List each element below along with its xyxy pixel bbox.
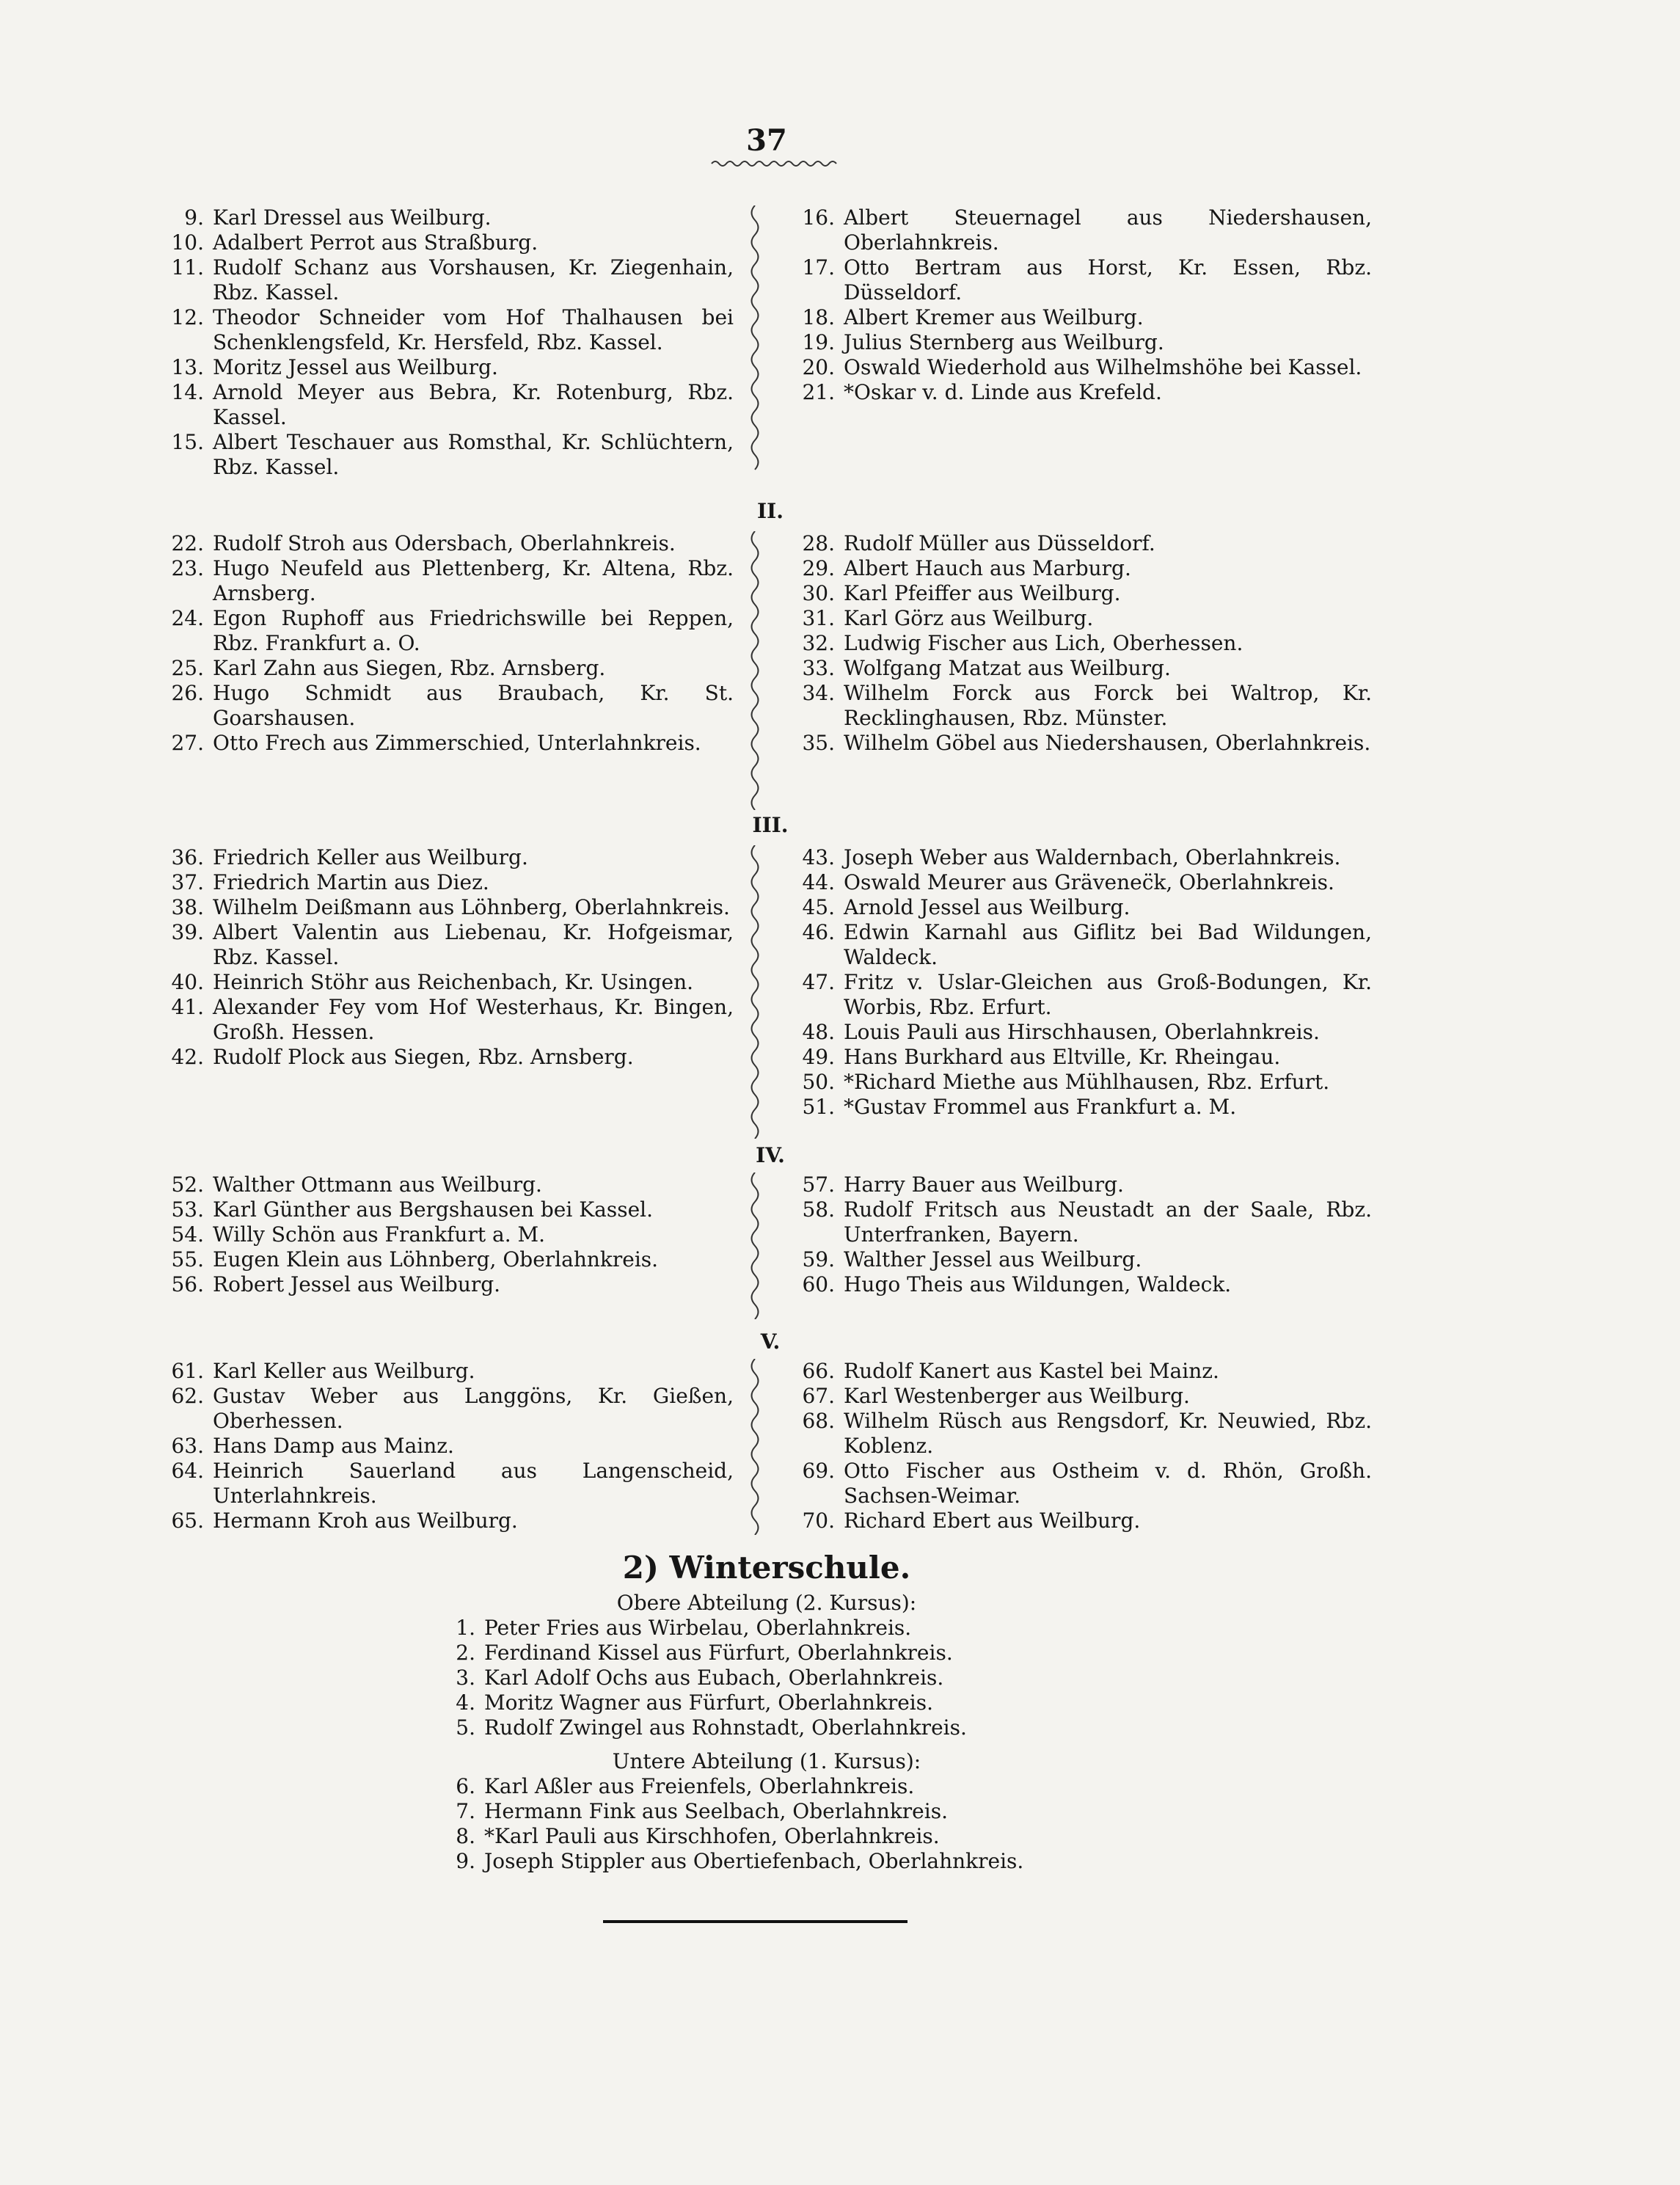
list-item: 14. Arnold Meyer aus Bebra, Kr. Rotenburg, Rbz. Kassel. [171, 380, 734, 429]
list-item: 41. Alexander Fey vom Hof Westerhaus, Kr. Bingen, Großh. Hessen. [171, 995, 734, 1044]
upper-division-label: Obere Abteilung (2. Kursus): [616, 1591, 917, 1615]
list-item: 37. Friedrich Martin aus Diez. [171, 870, 489, 894]
list-item: 21. *Oskar v. d. Linde aus Krefeld. [802, 380, 1162, 404]
list-item: 43. Joseph Weber aus Waldernbach, Oberlahnkreis. [802, 845, 1341, 869]
upper-division-list [411, 1616, 1144, 1740]
list-item: 46. Edwin Karnahl aus Giflitz bei Bad Wildungen, Waldeck. [802, 920, 1372, 969]
wavy-divider [746, 205, 764, 477]
list-item: 42. Rudolf Plock aus Siegen, Rbz. Arnsberg. [171, 1045, 634, 1069]
list-item: 53. Karl Günther aus Bergshausen bei Kassel. [171, 1197, 654, 1222]
list-item: 36. Friedrich Keller aus Weilburg. [171, 845, 528, 869]
list-item: 66. Rudolf Kanert aus Kastel bei Mainz. [802, 1359, 1219, 1383]
list-item: 47. Fritz v. Uslar-Gleichen aus Groß-Bodungen, Kr. Worbis, Rbz. Erfurt. [802, 970, 1372, 1019]
list-item: 70. Richard Ebert aus Weilburg. [802, 1509, 1141, 1533]
wavy-divider [746, 845, 764, 1139]
list-item: 64. Heinrich Sauerland aus Langenscheid, Unterlahnkreis. [171, 1459, 734, 1508]
list-item: 5. Rudolf Zwingel aus Rohnstadt, Oberlahnkreis. [456, 1715, 967, 1740]
section-numeral: IV. [756, 1143, 785, 1167]
list-item: 15. Albert Teschauer aus Romsthal, Kr. Schlüchtern, Rbz. Kassel. [171, 430, 734, 479]
list-item: 6. Karl Aßler aus Freienfels, Oberlahnkreis. [456, 1774, 915, 1798]
section-2-left [139, 531, 734, 756]
list-item: 25. Karl Zahn aus Siegen, Rbz. Arnsberg. [171, 656, 606, 680]
list-item: 1. Peter Fries aus Wirbelau, Oberlahnkreis. [456, 1616, 912, 1640]
list-item: 51. *Gustav Frommel aus Frankfurt a. M. [802, 1095, 1237, 1119]
list-item: 2. Ferdinand Kissel aus Fürfurt, Oberlahnkreis. [456, 1641, 953, 1665]
section-5-left [139, 1359, 734, 1533]
section-2-right [770, 531, 1372, 756]
wavy-divider [746, 1172, 764, 1319]
section-numeral: II. [757, 499, 784, 523]
list-item: 44. Oswald Meurer aus Grävenec̈k, Oberlahnkreis. [802, 870, 1334, 894]
list-item: 22. Rudolf Stroh aus Odersbach, Oberlahnkreis. [171, 531, 676, 555]
list-item: 29. Albert Hauch aus Marburg. [802, 556, 1131, 580]
list-item: 33. Wolfgang Matzat aus Weilburg. [802, 656, 1171, 680]
list-item: 61. Karl Keller aus Weilburg. [171, 1359, 475, 1383]
section-1-left [139, 205, 734, 480]
list-item: 8. *Karl Pauli aus Kirschhofen, Oberlahnkreis. [456, 1824, 940, 1848]
list-item: 10. Adalbert Perrot aus Straßburg. [171, 230, 538, 255]
list-item: 4. Moritz Wagner aus Fürfurt, Oberlahnkreis. [456, 1690, 933, 1715]
list-item: 26. Hugo Schmidt aus Braubach, Kr. St. Goarshausen. [171, 681, 734, 730]
section-numeral: V. [760, 1329, 781, 1354]
wavy-divider [746, 1359, 764, 1535]
list-item: 9. Karl Dressel aus Weilburg. [184, 205, 492, 230]
list-item: 63. Hans Damp aus Mainz. [171, 1434, 454, 1458]
list-item: 67. Karl Westenberger aus Weilburg. [802, 1384, 1190, 1408]
list-item: 34. Wilhelm Forck aus Forck bei Waltrop, Kr. Recklinghausen, Rbz. Münster. [802, 681, 1372, 730]
list-item: 60. Hugo Theis aus Wildungen, Waldeck. [802, 1272, 1232, 1296]
list-item: 28. Rudolf Müller aus Düsseldorf. [802, 531, 1155, 555]
list-item: 54. Willy Schön aus Frankfurt a. M. [171, 1222, 546, 1247]
page-number-ornament [710, 157, 842, 170]
section-5-right [770, 1359, 1372, 1533]
section-1-right [770, 205, 1372, 405]
list-item: 52. Walther Ottmann aus Weilburg. [171, 1172, 542, 1197]
list-item: 40. Heinrich Stöhr aus Reichenbach, Kr. Usingen. [171, 970, 694, 994]
list-item: 39. Albert Valentin aus Liebenau, Kr. Hofgeismar, Rbz. Kassel. [171, 920, 734, 969]
section-4-right [770, 1172, 1372, 1297]
section-3-left [139, 845, 734, 1070]
page-number: 37 [746, 123, 787, 158]
list-item: 20. Oswald Wiederhold aus Wilhelmshöhe bei Kassel. [802, 355, 1362, 379]
list-item: 62. Gustav Weber aus Langgöns, Kr. Gießen, Oberhessen. [171, 1384, 734, 1433]
section-4-left [139, 1172, 734, 1297]
list-item: 12. Theodor Schneider vom Hof Thalhausen bei Schenklengsfeld, Kr. Hersfeld, Rbz. Kassel. [171, 305, 734, 354]
lower-division-list [411, 1774, 1144, 1874]
list-item: 30. Karl Pfeiffer aus Weilburg. [802, 581, 1121, 605]
list-item: 11. Rudolf Schanz aus Vorshausen, Kr. Ziegenhain, Rbz. Kassel. [171, 255, 734, 304]
list-item: 27. Otto Frech aus Zimmerschied, Unterlahnkreis. [171, 731, 701, 755]
list-item: 18. Albert Kremer aus Weilburg. [802, 305, 1144, 329]
list-item: 32. Ludwig Fischer aus Lich, Oberhessen. [802, 631, 1243, 655]
list-item: 59. Walther Jessel aus Weilburg. [802, 1247, 1142, 1272]
list-item: 55. Eugen Klein aus Löhnberg, Oberlahnkreis. [171, 1247, 659, 1272]
list-item: 24. Egon Ruphoff aus Friedrichswille bei Reppen, Rbz. Frankfurt a. O. [171, 606, 734, 655]
list-item: 38. Wilhelm Deißmann aus Löhnberg, Oberlahnkreis. [171, 895, 730, 919]
section-3-right [770, 845, 1372, 1120]
list-item: 19. Julius Sternberg aus Weilburg. [802, 330, 1164, 354]
list-item: 48. Louis Pauli aus Hirschhausen, Oberlahnkreis. [802, 1020, 1320, 1044]
list-item: 13. Moritz Jessel aus Weilburg. [171, 355, 498, 379]
closing-rule [603, 1920, 907, 1923]
list-item: 57. Harry Bauer aus Weilburg. [802, 1172, 1124, 1197]
list-item: 16. Albert Steuernagel aus Niedershausen, Oberlahnkreis. [802, 205, 1372, 255]
list-item: 58. Rudolf Fritsch aus Neustadt an der Saale, Rbz. Unterfranken, Bayern. [802, 1197, 1372, 1247]
wavy-divider [746, 531, 764, 810]
list-item: 45. Arnold Jessel aus Weilburg. [802, 895, 1131, 919]
list-item: 9. Joseph Stippler aus Obertiefenbach, Oberlahnkreis. [456, 1849, 1024, 1873]
list-item: 65. Hermann Kroh aus Weilburg. [171, 1509, 518, 1533]
lower-division-label: Untere Abteilung (1. Kursus): [612, 1749, 921, 1773]
list-item: 50. *Richard Miethe aus Mühlhausen, Rbz. Erfurt. [802, 1070, 1330, 1094]
list-item: 35. Wilhelm Göbel aus Niedershausen, Oberlahnkreis. [802, 731, 1371, 755]
section-numeral: III. [752, 813, 789, 837]
list-item: 7. Hermann Fink aus Seelbach, Oberlahnkreis. [456, 1799, 948, 1823]
list-item: 23. Hugo Neufeld aus Plettenberg, Kr. Altena, Rbz. Arnsberg. [171, 556, 734, 605]
list-item: 56. Robert Jessel aus Weilburg. [171, 1272, 501, 1296]
list-item: 68. Wilhelm Rüsch aus Rengsdorf, Kr. Neuwied, Rbz. Koblenz. [802, 1409, 1372, 1458]
list-item: 17. Otto Bertram aus Horst, Kr. Essen, Rbz. Düsseldorf. [802, 255, 1372, 304]
winter-school-heading: 2) Winterschule. [622, 1550, 911, 1586]
list-item: 69. Otto Fischer aus Ostheim v. d. Rhön, Großh. Sachsen-Weimar. [802, 1459, 1372, 1508]
list-item: 31. Karl Görz aus Weilburg. [802, 606, 1094, 630]
list-item: 3. Karl Adolf Ochs aus Eubach, Oberlahnkreis. [456, 1666, 944, 1690]
list-item: 49. Hans Burkhard aus Eltville, Kr. Rheingau. [802, 1045, 1281, 1069]
